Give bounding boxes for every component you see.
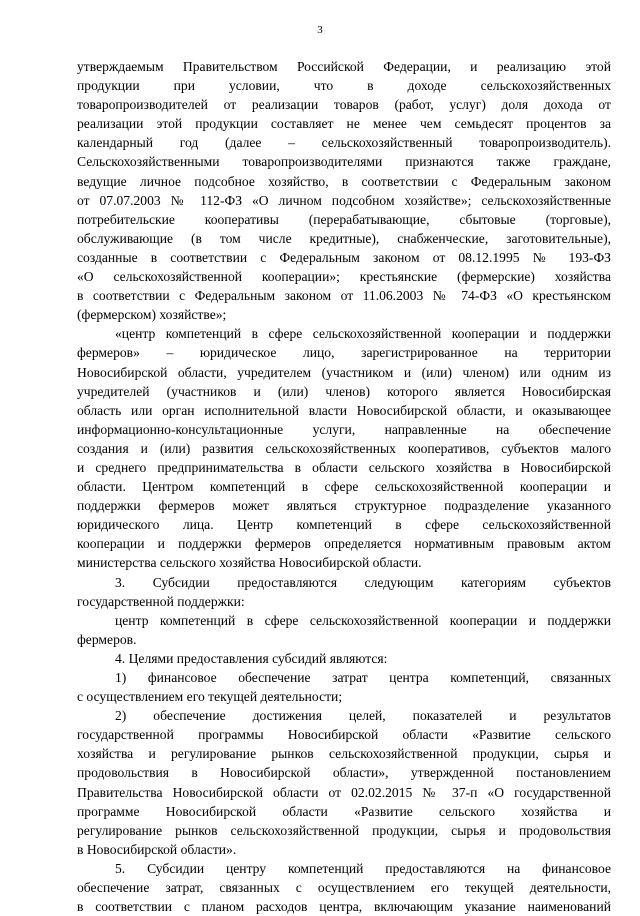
text-line: фермеров.	[77, 631, 137, 647]
text-line: поддержки фермеров может являться структурное подразделение указанного	[77, 498, 611, 514]
text-line: фермеров» – юридическое лицо, зарегистрированное на территории	[77, 345, 611, 361]
text-line: созданные в соответствии с Федеральным законом от 08.12.1995 № 193-ФЗ	[77, 249, 611, 265]
text-line: области. Центром компетенций в сфере сельскохозяйственной кооперации и	[77, 479, 611, 495]
text-line: товаропроизводителей от реализации товаров (работ, услуг) доля дохода от	[77, 97, 611, 113]
text-line: реализации этой продукции составляет не менее чем семьдесят процентов за	[77, 116, 611, 132]
text-line: потребительские кооперативы (перерабатывающие, сбытовые (торговые),	[77, 211, 611, 227]
text-line: (фермерском) хозяйстве»;	[77, 307, 227, 323]
text-line: учредителей (участников и (или) членов) которого является Новосибирская	[77, 383, 611, 399]
text-line: министерства сельского хозяйства Новосибирской области.	[77, 555, 422, 571]
text-line: регулирование рынков сельскохозяйственной продукции, сырья и продовольствия	[77, 822, 611, 838]
text-line: в Новосибирской области».	[77, 841, 237, 857]
text-line: кооперации и поддержки фермеров определяется нормативным правовым актом	[77, 536, 611, 552]
text-line: с осуществлением его текущей деятельности;	[77, 689, 343, 705]
text-line: центр компетенций в сфере сельскохозяйственной кооперации и поддержки	[115, 612, 611, 628]
text-line: продовольствия в Новосибирской области», утвержденной постановлением	[77, 765, 611, 781]
text-line: создания и (или) развития сельскохозяйственных кооперативов, субъектов малого	[77, 440, 611, 456]
text-line: в соответствии с планом расходов центра, включающим указание наименований	[77, 899, 611, 915]
text-line: государственной программы Новосибирской области «Развитие сельского	[77, 727, 611, 743]
text-line: «О сельскохозяйственной кооперации»; крестьянские (фермерские) хозяйства	[77, 269, 611, 285]
text-line: продукции при условии, что в доходе сельскохозяйственных	[77, 78, 611, 94]
text-line: 4. Целями предоставления субсидий являются:	[115, 650, 388, 666]
text-line: Новосибирской области, учредителем (участником и (или) членом) или одним из	[77, 364, 611, 380]
text-line: 3. Субсидии предоставляются следующим категориям субъектов	[115, 574, 611, 590]
text-line: Правительства Новосибирской области от 02.02.2015 № 37-п «О государственной	[77, 784, 611, 800]
text-line: 1) финансовое обеспечение затрат центра компетенций, связанных	[115, 670, 611, 685]
text-line: в соответствии с Федеральным законом от 11.06.2003 № 74-ФЗ «О крестьянском	[77, 288, 611, 304]
text-line: юридического лица. Центр компетенций в сфере сельскохозяйственной	[77, 517, 611, 533]
text-line: календарный год (далее – сельскохозяйственный товаропроизводитель).	[77, 135, 611, 151]
document-body	[77, 57, 611, 916]
text-line: обслуживающие (в том числе кредитные), снабженческие, заготовительные),	[77, 230, 611, 246]
text-line: обеспечение затрат, связанных с осуществлением его текущей деятельности,	[77, 880, 611, 896]
text-line: «центр компетенций в сфере сельскохозяйственной кооперации и поддержки	[115, 326, 611, 342]
text-line: программе Новосибирской области «Развитие сельского хозяйства и	[77, 803, 611, 819]
text-line: Сельскохозяйственными товаропроизводителями признаются также граждане,	[77, 154, 611, 170]
text-line: и среднего предпринимательства в области сельского хозяйства в Новосибирской	[77, 459, 611, 475]
text-line: 2) обеспечение достижения целей, показателей и результатов	[115, 708, 611, 724]
text-line: 5. Субсидии центру компетенций предоставляются на финансовое	[115, 860, 611, 876]
text-line: хозяйства и регулирование рынков сельскохозяйственной продукции, сырья и	[77, 746, 611, 762]
text-line: государственной поддержки:	[77, 593, 245, 609]
text-line: утверждаемым Правительством Российской Федерации, и реализацию этой	[77, 59, 611, 74]
page-number: 3	[317, 24, 323, 36]
text-line: ведущие личное подсобное хозяйство, в соответствии с Федеральным законом	[77, 173, 611, 189]
text-line: информационно-консультационные услуги, направленные на обеспечение	[77, 421, 611, 437]
text-line: область или орган исполнительной власти Новосибирской области, и оказывающее	[77, 402, 611, 418]
text-line: от 07.07.2003 № 112-ФЗ «О личном подсобном хозяйстве»; сельскохозяйственные	[77, 192, 611, 208]
